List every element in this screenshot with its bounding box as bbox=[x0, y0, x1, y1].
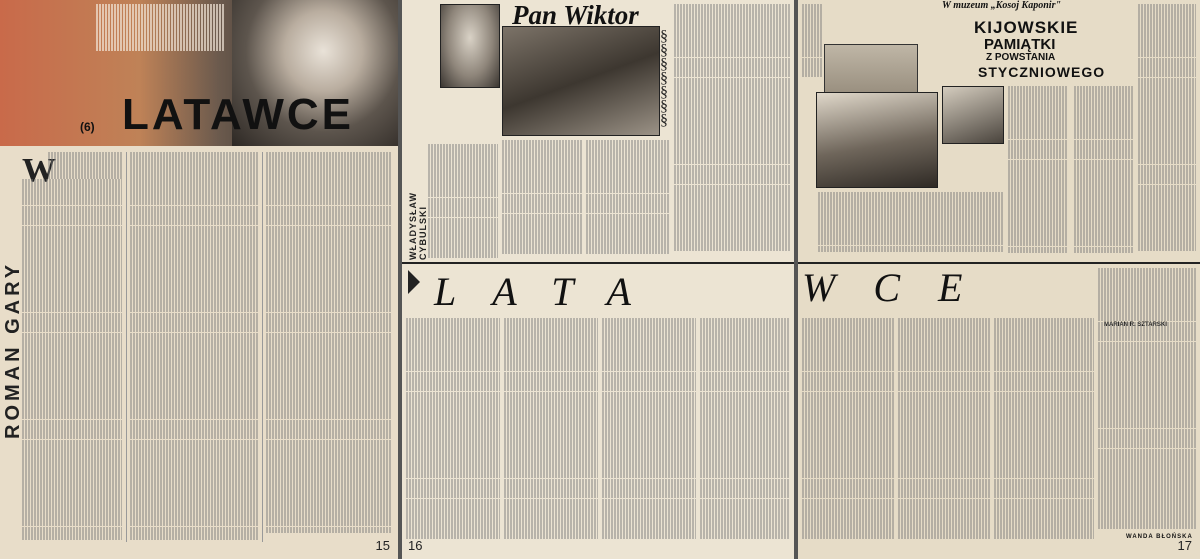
text-column-c bbox=[1074, 86, 1134, 254]
text-column-4 bbox=[700, 318, 790, 540]
headline-line-4: STYCZNIOWEGO bbox=[978, 64, 1106, 80]
portrait-photo bbox=[440, 4, 500, 88]
installment-number: (6) bbox=[80, 120, 95, 134]
page-17 bbox=[798, 0, 1200, 559]
headline-line-1: KIJOWSKIE bbox=[974, 18, 1079, 37]
continued-title: WCE bbox=[802, 265, 1001, 310]
family-photo bbox=[502, 26, 660, 136]
text-column-3 bbox=[994, 318, 1094, 540]
page-number: 16 bbox=[408, 538, 423, 553]
author-vertical: WŁADYSŁAW CYBULSKI bbox=[408, 192, 428, 260]
text-column-1 bbox=[406, 318, 500, 540]
text-column-3 bbox=[602, 318, 696, 540]
text-column-2 bbox=[504, 318, 598, 540]
drop-cap: W bbox=[22, 152, 56, 189]
text-column-1 bbox=[802, 318, 894, 540]
text-column-2 bbox=[898, 318, 990, 540]
article-title: LATAWCE bbox=[122, 90, 354, 139]
continued-title: LATA bbox=[434, 269, 667, 314]
author-signature: WANDA BŁOŃSKA bbox=[1126, 534, 1193, 540]
text-column-a bbox=[802, 4, 822, 84]
page-number: 17 bbox=[1177, 538, 1192, 553]
text-column-b bbox=[502, 140, 582, 258]
text-column-c bbox=[586, 140, 670, 258]
headline-line-2: PAMIĄTKI bbox=[984, 36, 1056, 53]
carriage-photo bbox=[816, 92, 938, 188]
text-column-3 bbox=[266, 152, 392, 542]
text-column-1 bbox=[22, 152, 122, 542]
headline-line-3: Z POWSTANIA bbox=[986, 52, 1056, 63]
text-column-top-right bbox=[674, 4, 790, 254]
text-column-e bbox=[818, 192, 1004, 254]
text-column-2 bbox=[130, 152, 258, 542]
text-column-a bbox=[428, 144, 498, 258]
column-rule bbox=[262, 152, 263, 542]
column-rule bbox=[126, 152, 127, 542]
cross-photo bbox=[942, 86, 1004, 144]
text-column-b bbox=[1008, 86, 1068, 254]
vertical-author-name: ROMAN GARY bbox=[2, 260, 24, 440]
intro-text bbox=[96, 4, 224, 56]
page-16 bbox=[402, 0, 794, 559]
section-rule bbox=[402, 262, 794, 264]
text-column-d bbox=[1138, 4, 1196, 254]
arrow-icon bbox=[408, 270, 420, 294]
text-column-4 bbox=[1098, 268, 1196, 530]
decorative-wave: § § § § § § § bbox=[660, 28, 668, 129]
museum-caption: W muzeum „Kosoj Kaponir" bbox=[942, 0, 1062, 11]
page-15 bbox=[0, 0, 398, 559]
page-number: 15 bbox=[375, 538, 390, 553]
author-signature: MARIAN R. SZTARSKI bbox=[1104, 322, 1167, 328]
article-title: Pan Wiktor bbox=[512, 0, 639, 30]
